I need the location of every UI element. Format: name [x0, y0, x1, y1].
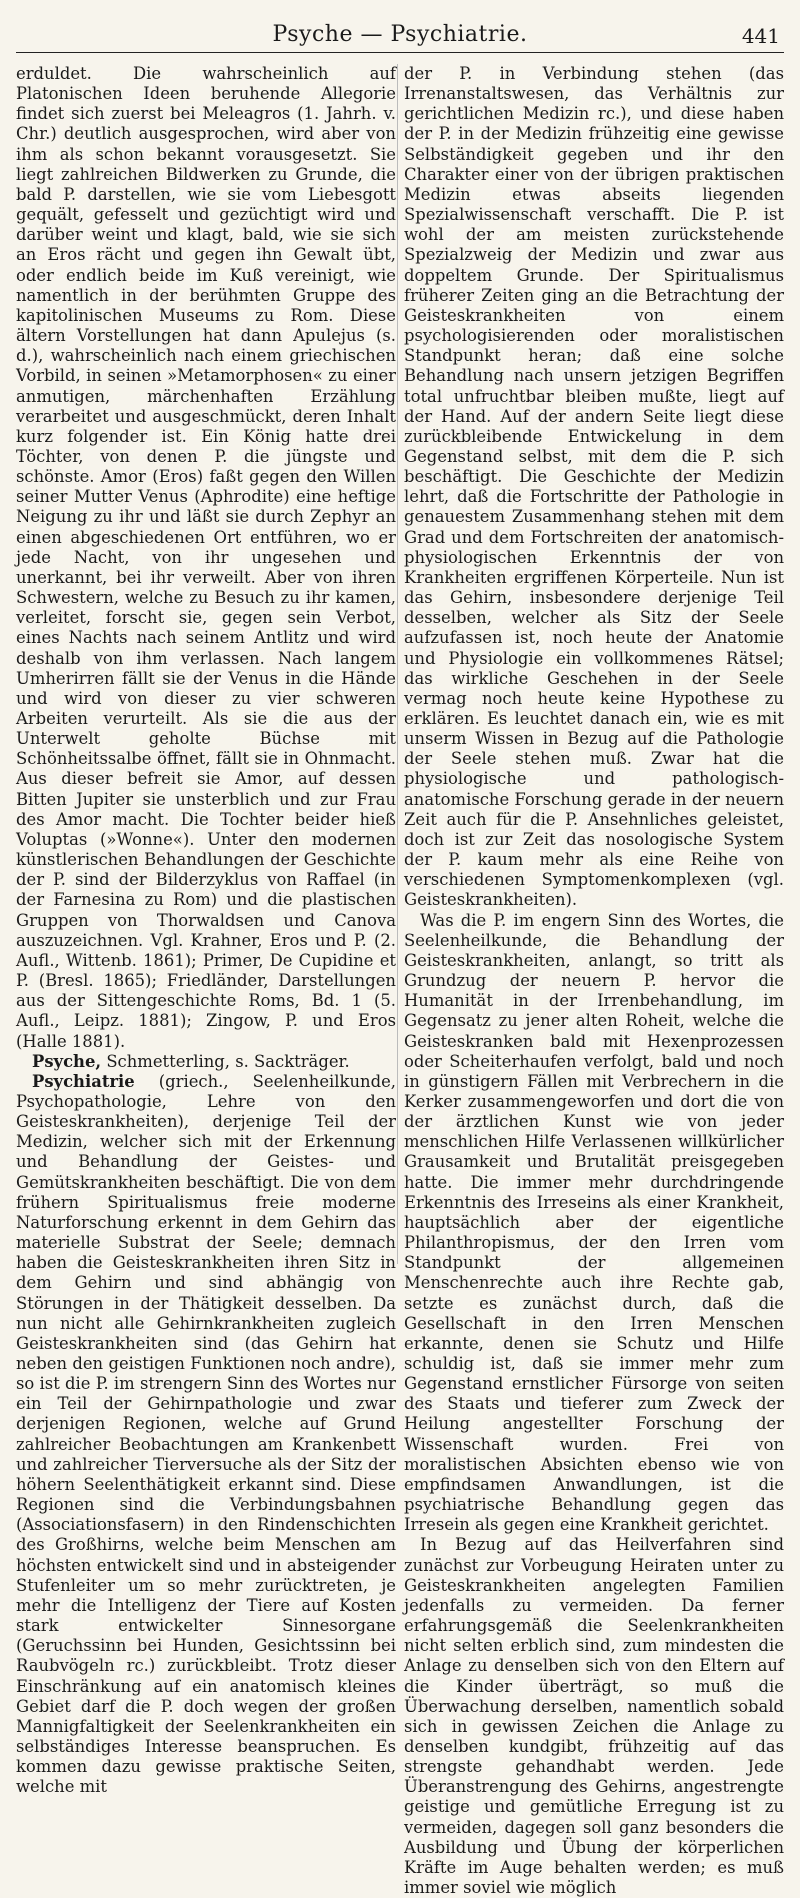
- entry-psyche-butterfly: [16, 1052, 396, 1072]
- psychiatrie-continued-paragraph: der P. in Verbindung stehen (das Irrenanstaltswesen, das Verhältnis zur gerichtlichen Medizin rc.), und diese haben der P. in der Medizin frühzeitig eine gewisse Selbständigkeit gegeben und ihr den Charakter einer von der übrigen praktischen Medizin etwas abseits liegenden Spezialwissenschaft verschafft. Die P. ist wohl der am meisten zurückstehende Spezialzweig der Medizin und zwar aus doppeltem Grunde. Der Spiritualismus früherer Zeiten ging an die Betrachtung der Geisteskrankheiten von einem psychologisierenden oder moralistischen Standpunkt heran; daß eine solche Behandlung nach unsern jetzigen Begriffen total unfruchtbar bleiben mußte, liegt auf der Hand. Auf der andern Seite liegt diese zurückbleibende Entwickelung in dem Gegenstand selbst, mit dem die P. sich beschäftigt. Die Geschichte der Medizin lehrt, daß die Fortschritte der Pathologie in genauestem Zusammenhang stehen mit dem Grad und dem Fortschreiten der anatomisch-physiologischen Erkenntnis der von Krankheiten ergriffenen Körperteile. Nun ist das Gehirn, insbesondere derjenige Teil desselben, welcher als Sitz der Seele aufzufassen ist, noch heute der Anatomie und Physiologie ein vollkommenes Rätsel; das wirkliche Geschehen in der Seele vermag noch heute keine Hypothese zu erklären. Es leuchtet danach ein, wie es mit unserm Wissen in Bezug auf die Pathologie der Seele stehen muß. Zwar hat die physiologische und pathologisch-anatomische Forschung gerade in der neuern Zeit auch für die P. Ansehnliches geleistet, doch ist zur Zeit das nosologische System der P. kaum mehr als eine Reihe von verschiedenen Symptomenkomplexen (vgl. Geisteskrankheiten).: [404, 64, 784, 910]
- page-header: [16, 20, 784, 53]
- entry-psyche-butterfly-text: Schmetterling, s. Sackträger.: [101, 1051, 350, 1071]
- entry-psychiatrie-text: (griech., Seelenheilkunde, Psychopathologie, Lehre von den Geisteskrankheiten), derjenige Teil der Medizin, welcher sich mit der Erkennung und Behandlung der Geistes- und Gemütskrankheiten beschäftigt. Die von dem frühern Spiritualismus freie moderne Naturforschung erkennt in dem Gehirn das materielle Substrat der Seele; demnach haben die Geisteskrankheiten ihren Sitz in dem Gehirn und sind abhängig von Störungen in der Thätigkeit desselben. Da nun nicht alle Gehirnkrankheiten zugleich Geisteskrankheiten sind (das Gehirn hat neben den geistigen Funktionen noch andre), so ist die P. im strengern Sinn des Wortes nur ein Teil der Gehirnpathologie und zwar derjenigen Regionen, welche auf Grund zahlreicher Beobachtungen am Krankenbett und zahlreicher Tierversuche als der Sitz der höhern Seelenthätigkeit erkannt sind. Diese Regionen sind die Verbindungsbahnen (Associationsfasern) in den Rindenschichten des Großhirns, welche beim Menschen am höchsten entwickelt sind und in absteigender Stufenleiter um so mehr zurücktreten, je mehr die Intelligenz der Tiere auf Kosten stark entwickelter Sinnesorgane (Geruchssinn bei Hunden, Gesichtssinn bei Raubvögeln rc.) zurückbleibt. Trotz dieser Einschränkung auf ein anatomisch kleines Gebiet darf die P. doch wegen der großen Mannigfaltigkeit der Seelenkrankheiten ein selbständiges Interesse beanspruchen. Es kommen dazu gewisse praktische Seiten, welche mit: [16, 1071, 396, 1797]
- psychiatrie-healing-paragraph: In Bezug auf das Heilverfahren sind zunächst zur Vorbeugung Heiraten unter zu Geisteskrankheiten angelegten Familien jedenfalls zu vermeiden. Da ferner erfahrungsgemäß die Seelenkrankheiten nicht selten erblich sind, zum mindesten die Anlage zu denselben sich von den Eltern auf die Kinder überträgt, so muß die Überwachung derselben, namentlich sobald sich in gewissen Zeichen die Anlage zu denselben kundgibt, frühzeitig auf das strengste gehandhabt werden. Jede Überanstrengung des Gehirns, angestrengte geistige und gemütliche Erregung ist zu vermeiden, dagegen soll ganz besonders die Ausbildung und Übung der körperlichen Kräfte im Auge behalten werden; es muß immer soviel wie möglich: [404, 1535, 784, 1898]
- page-number: 441: [741, 24, 780, 48]
- running-title: Psyche — Psychiatrie.: [272, 22, 528, 47]
- lemma-psychiatrie: Psychiatrie: [32, 1071, 135, 1091]
- psychiatrie-treatment-paragraph: Was die P. im engern Sinn des Wortes, die Seelenheilkunde, die Behandlung der Geisteskrankheiten, anlangt, so tritt als Grundzug der neuern P. hervor die Humanität in der Irrenbehandlung, im Gegensatz zu jener alten Roheit, welche die Geisteskranken bald mit Hexenprozessen oder Scheiterhaufen verfolgt, bald und noch in günstigern Fällen mit Verbrechern in die Kerker zusammengeworfen und dort die von der ärztlichen Kunst wie von jeder menschlichen Hilfe Verlassenen willkürlicher Grausamkeit und Brutalität preisgegeben hatte. Die immer mehr durchdringende Erkenntnis des Irreseins als einer Krankheit, hauptsächlich aber der eigentliche Philanthropismus, der den Irren vom Standpunkt der allgemeinen Menschenrechte auch ihre Rechte gab, setzte es zunächst durch, daß die Gesellschaft in den Irren Menschen erkannte, denen sie Schutz und Hilfe schuldig ist, daß sie immer mehr zum Gegenstand ernstlicher Fürsorge von seiten des Staats und tieferer zum Zweck der Heilung angestellter Forschung der Wissenschaft wurden. Frei von moralistischen Absichten ebenso wie von empfindsamen Anwandlungen, ist die psychiatrische Behandlung gegen das Irresein als gegen eine Krankheit gerichtet.: [404, 910, 784, 1535]
- entry-psychiatrie: [16, 1072, 396, 1798]
- left-column: [16, 64, 396, 1797]
- lemma-psyche: Psyche,: [32, 1051, 102, 1071]
- right-column: [404, 64, 784, 1898]
- column-divider: [397, 64, 398, 1264]
- entry-psyche-myth-text: erduldet. Die wahrscheinlich auf Platonischen Ideen beruhende Allegorie findet sich zuerst bei Meleagros (1. Jahrh. v. Chr.) deutlich ausgesprochen, wird aber von ihm als schon bekannt vorausgesetzt. Sie liegt zahlreichen Bildwerken zu Grunde, die bald P. darstellen, wie sie vom Liebesgott gequält, gefesselt und gezüchtigt wird und darüber weint und klagt, bald, wie sie sich an Eros rächt und gegen ihn Gewalt übt, oder endlich beide im Kuß vereinigt, wie namentlich in der berühmten Gruppe des kapitolinischen Museums zu Rom. Diese ältern Vorstellungen hat dann Apulejus (s. d.), wahrscheinlich nach einem griechischen Vorbild, in seinen »Metamorphosen« zu einer anmutigen, märchenhaften Erzählung verarbeitet und ausgeschmückt, deren Inhalt kurz folgender ist. Ein König hatte drei Töchter, von denen P. die jüngste und schönste. Amor (Eros) faßt gegen den Willen seiner Mutter Venus (Aphrodite) eine heftige Neigung zu ihr und läßt sie durch Zephyr an einen abgeschiedenen Ort entführen, wo er jede Nacht, von ihr ungesehen und unerkannt, bei ihr verweilt. Aber von ihren Schwestern, welche zu Besuch zu ihr kamen, verleitet, forscht sie, gegen sein Verbot, eines Nachts nach seinem Antlitz und wird deshalb von ihm verlassen. Nach langem Umherirren fällt sie der Venus in die Hände und wird von dieser zu vier schweren Arbeiten verurteilt. Als sie die aus der Unterwelt geholte Büchse mit Schönheitssalbe öffnet, fällt sie in Ohnmacht. Aus dieser befreit sie Amor, auf dessen Bitten Jupiter sie unsterblich und zur Frau des Amor macht. Die Tochter beider hieß Voluptas (»Wonne«). Unter den modernen künstlerischen Behandlungen der Geschichte der P. sind der Bilderzyklus von Raffael (in der Farnesina zu Rom) und die plastischen Gruppen von Thorwaldsen und Canova auszuzeichnen. Vgl. Krahner, Eros und P. (2. Aufl., Wittenb. 1861); Primer, De Cupidine et P. (Bresl. 1865); Friedländer, Darstellungen aus der Sittengeschichte Roms, Bd. 1 (5. Aufl., Leipz. 1881); Zingow, P. und Eros (Halle 1881).: [16, 64, 396, 1051]
